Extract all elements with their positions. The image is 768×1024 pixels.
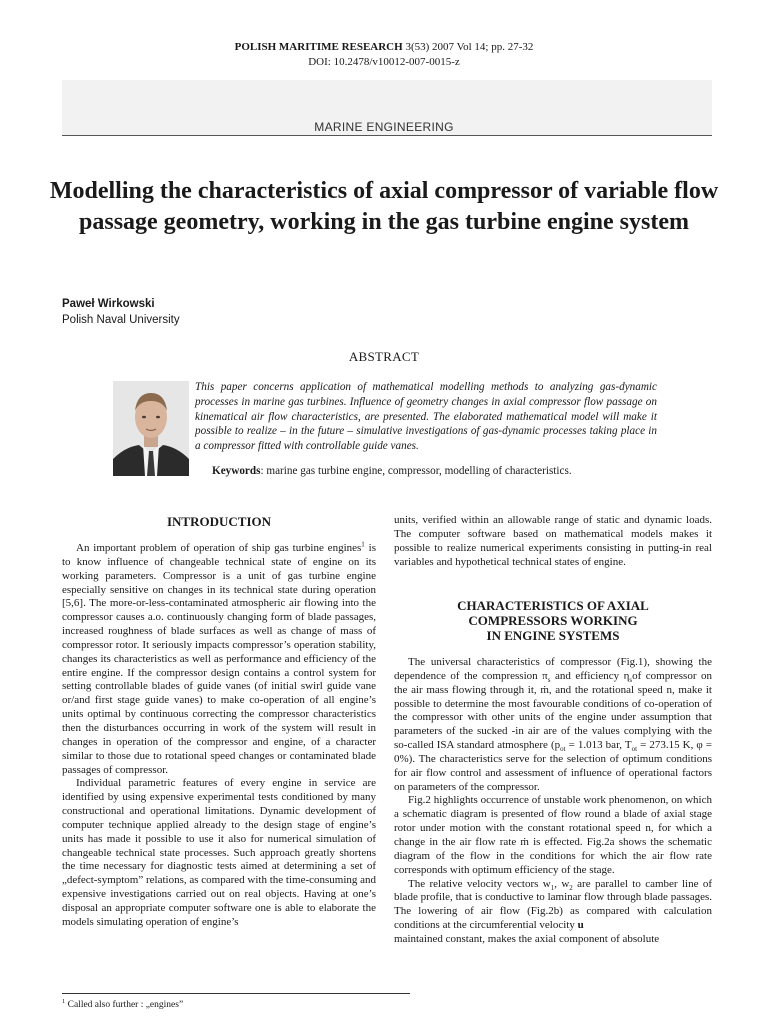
abstract-heading: ABSTRACT	[348, 349, 420, 364]
intro-paragraph-2: Individual parametric features of every engine in service are identified by using expensive experimental tests conditioned by many constructional and operational limitations. Dynamic development of computer technique applied already to the design stage of engine’s units has made it possible to use it also for numerical simulation of changeable technical state processes. Such approach greatly shortens the time necessary for diagnostic tests aimed at determining a set of „defect-symptom” relations, as compared with the time-consuming and expensive investigations carried out on real objects. Having at one’s disposal an appropriate computer software one is able to elaborate the models simulating operation of engine’s	[62, 777, 377, 928]
journal-citation	[0, 40, 768, 55]
abstract-text: This paper concerns application of mathematical modelling methods to analyzing gas-dynamic processes in marine gas turbines. Influence of geometry changes in axial compressor flow passage on kinematical air flow characteristics, are presented. The elaborated mathematical model will make it possible to realize – in the future – simulative investigations of gas-dynamic processes taking place in a compressor fitted with controllable guide vanes.	[195, 381, 657, 453]
keywords-text: : marine gas turbine engine, compressor, modelling of characteristics.	[260, 465, 572, 477]
keywords-label: Keywords	[212, 465, 261, 477]
paper-title: Modelling the characteristics of axial compressor of variable flow passage geometry, working in the gas turbine engine system	[49, 178, 719, 235]
intro-paragraph-1: An important problem of operation of ship gas turbine engines$^1$ is to know influence of changeable technical state of engine on its working parameters. Compressor is a unit of gas turbine engine especially sensitive on changes in its technical state during operation [5,6]. The more-or-less-contaminated atmospheric air flowing into the compressor causes a.o. continuously changing form of blade passages, increased roughness of blade surfaces as well as change of mass of compressor rotor. It seriously impacts compressor’s operation stability, changes its characteristics as well as performance and efficiency of the entire engine. If the compressor design contains a control system for setting controllable blades of guide vanes (of initial swirl guide vane or/and first stage guide vanes) to make co-operation of all engine’s units optimal by continuous correcting the compressor characteristics then the disturbances occurring in work of the system will result in changes in operation of the compressor and engine, of a character similar to those due to rotational speed changes or contaminated blade passages of compressor.	[62, 540, 376, 776]
footnote-text: Called also further : „engines”	[65, 1000, 184, 1011]
journal-issue: 3(53) 2007 Vol 14; pp. 27-32	[405, 41, 534, 53]
journal-name: POLISH MARITIME RESEARCH	[234, 41, 403, 53]
char-paragraph-3: The relative velocity vectors $w_1$, $w_2$ are parallel to camber line of blade profile, that is conductive to laminar flow through blade passages. The lowering of air flow (Fig.2b) as compared with calculation conditions at the circumferential velocity u maintained constant, makes the axial component of absolute	[394, 877, 712, 945]
author-affiliation: Polish Naval University	[62, 314, 180, 326]
left-column	[62, 542, 376, 930]
footnote-mark: 1	[62, 998, 66, 1005]
author-photo	[113, 381, 189, 476]
keywords	[212, 464, 672, 479]
footnote	[62, 998, 183, 1010]
footnote-ref: 1	[361, 540, 365, 549]
char-paragraph-1: The universal characteristics of compressor (Fig.1), showing the dependence of the compression $\pi_s$ and efficiency $\eta_sof$ compressor on the air mass flowing through it, ṁ, and the rotational speed n, make it possible to determine the most favourable conditions of co-operation of the compressor with other units of the engine under assumption that parameters of the sucked -in air are of the values complying with the so-called ISA standard atmosphere ($p_{ot} = 1.013$ bar, $T_{ot} = 273.15$ K, φ = 0%). The characteristics serve for the selection of optimum conditions for air flow control and assessment of influence of operational factors on parameters of the compressor.	[394, 656, 712, 793]
section-label: MARINE ENGINEERING	[314, 120, 454, 134]
right-column	[394, 514, 712, 569]
author-name: Paweł Wirkowski	[62, 298, 155, 310]
char-paragraph-2: Fig.2 highlights occurrence of unstable work phenomenon, on which a schematic diagram is presented of flow round a blade of axial stage rotor under motion with the constant rotational speed n, for which a change in the air flow rate ṁ is effected. Fig.2a shows the schematic diagram of the flow in the conditions for which the air flow rate corresponds with optimum efficiency of the stage.	[394, 794, 712, 876]
intro-paragraph-2-continued: units, verified within an allowable range of static and dynamic loads. The computer software based on mathematical models makes it possible to realize numerical experiments consisting in putting-in real variables and hypothetical technical states of engine.	[394, 514, 712, 568]
introduction-heading: INTRODUCTION	[166, 514, 271, 529]
footnote-divider	[62, 993, 410, 994]
characteristics-body	[394, 656, 712, 947]
doi: DOI: 10.2478/v10012-007-0015-z	[308, 56, 460, 68]
characteristics-heading: CHARACTERISTICS OF AXIAL COMPRESSORS WORKING IN ENGINE SYSTEMS	[457, 598, 649, 643]
